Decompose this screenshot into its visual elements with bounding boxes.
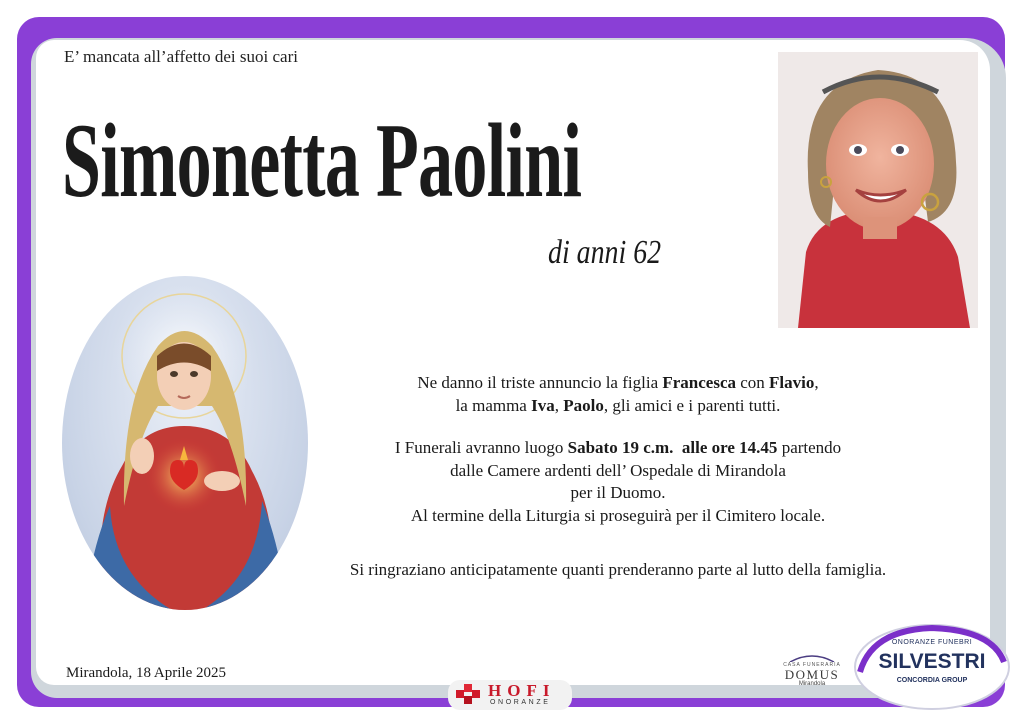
deceased-name: Simonetta Paolini [62, 102, 582, 219]
text-fragment: Ne danno il triste annuncio la figlia [417, 373, 663, 392]
hofi-subtitle: ONORANZE [490, 699, 551, 706]
hofi-cubes-icon [454, 682, 482, 708]
text-fragment: con [736, 373, 770, 392]
mother-name: Iva [531, 395, 555, 415]
portrait-photo [778, 52, 978, 328]
family-line-2 [330, 395, 906, 418]
funeral-time: alle ore 14.45 [673, 438, 778, 457]
domus-logo [776, 652, 848, 686]
funeral-date: Sabato 19 c.m. [567, 438, 674, 457]
silvestri-top: ONORANZE FUNEBRI [891, 639, 973, 646]
hofi-logo [448, 680, 572, 710]
text-fragment: la mamma [455, 395, 532, 415]
funeral-line-2: dalle Camere ardenti dell’ Ospedale di Mirandola [450, 460, 786, 480]
place-date: Mirandola, 18 Aprile 2025 [66, 665, 226, 681]
domus-arc-icon [776, 652, 848, 662]
family-line-1 [330, 372, 906, 395]
sacred-heart-image [62, 276, 308, 610]
intro-line: E’ mancata all’affetto dei suoi cari [64, 47, 298, 66]
madonna-illustration [62, 276, 308, 610]
partner-name: Flavio [769, 373, 815, 392]
funeral-line-1 [330, 437, 906, 460]
silvestri-logo [852, 622, 1012, 712]
announcement-text [330, 372, 906, 582]
spacer [330, 527, 906, 559]
text-fragment: I Funerali avranno luogo [394, 438, 568, 457]
silvestri-subtitle: CONCORDIA GROUP [896, 677, 968, 684]
text-fragment: partendo [777, 438, 842, 457]
text-fragment: , [554, 395, 564, 415]
daughter-name: Francesca [662, 373, 736, 392]
thanks-line: Si ringraziano anticipatamente quanti prenderanno parte al lutto della famiglia. [349, 560, 887, 579]
hofi-name: HOFI [488, 681, 556, 700]
text-fragment: , [814, 373, 819, 392]
silvestri-name: SILVESTRI [878, 650, 986, 673]
funeral-line-3: per il Duomo. [570, 483, 666, 502]
spacer [330, 417, 906, 437]
domus-top: CASA FUNERARIA [783, 662, 841, 668]
portrait-illustration [778, 52, 978, 328]
age-line: di anni 62 [548, 234, 662, 271]
text-fragment: , gli amici e i parenti tutti. [603, 395, 781, 415]
funeral-line-4: Al termine della Liturgia si proseguirà per il Cimitero locale. [410, 505, 826, 525]
domus-name: DOMUS [784, 667, 840, 682]
domus-city: Mirandola [798, 681, 826, 687]
relative-name: Paolo [563, 395, 604, 415]
